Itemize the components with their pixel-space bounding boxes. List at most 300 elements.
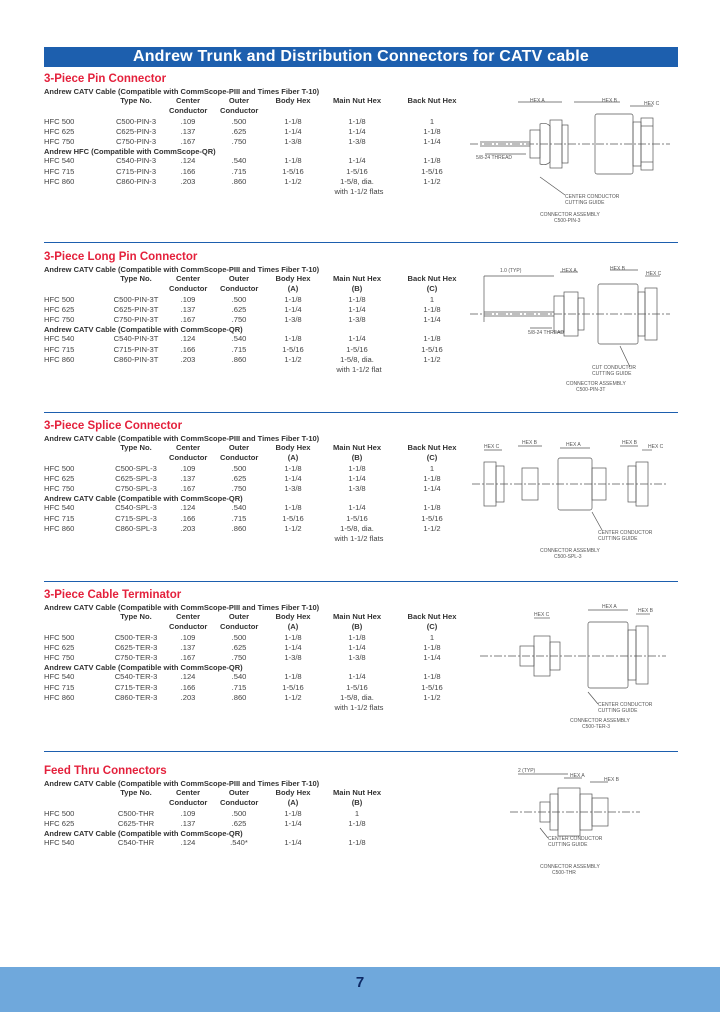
col-header-type: Type No. bbox=[120, 788, 152, 797]
table-cell: 1-3/8 bbox=[284, 653, 302, 663]
caption-type: C500-THR bbox=[552, 870, 576, 876]
label-hex-b-right: HEX B bbox=[622, 440, 638, 446]
table-cell: 1-1/8 bbox=[348, 818, 366, 828]
table-cell: 1-5/16 bbox=[346, 682, 368, 692]
col-header-conductor: Conductor bbox=[220, 284, 259, 294]
table-cell: HFC 540 bbox=[44, 334, 75, 344]
table-cell: 1-1/8 bbox=[348, 116, 366, 126]
table-cell: 1-1/4 bbox=[284, 838, 302, 848]
table-cell: 1-3/8 bbox=[348, 315, 366, 325]
table-cell: HFC 860 bbox=[44, 177, 75, 187]
col-header-type: Type No. bbox=[120, 274, 152, 283]
table-cell: C500-TER-3 bbox=[114, 632, 158, 642]
label-cutting-guide: CUTTING GUIDE bbox=[592, 371, 632, 377]
table-cell: 1-1/8 bbox=[348, 632, 366, 642]
table-cell: C715-TER-3 bbox=[114, 682, 158, 692]
group-heading: Andrew CATV Cable (Compatible with CommScope-PIII and Times Fiber T-10) bbox=[44, 87, 320, 96]
table-cell: .137 bbox=[180, 304, 196, 314]
table-cell: 1-1/8 bbox=[348, 294, 366, 304]
col-header-center: Center bbox=[175, 443, 201, 452]
table-cell: 1-1/4 bbox=[348, 304, 366, 314]
table-cell: 1-1/8 bbox=[423, 642, 441, 652]
table-cell: 1-1/4 bbox=[423, 484, 441, 494]
note: with 1-1/2 flat bbox=[336, 365, 382, 375]
table-cell: 1-1/2 bbox=[284, 177, 302, 187]
splice-connector-diagram bbox=[470, 432, 670, 572]
col-header-back-nut: Back Nut Hex bbox=[407, 612, 457, 621]
col-header-a: (A) bbox=[287, 622, 299, 632]
table-cell: 1-1/4 bbox=[284, 642, 302, 652]
label-hex-a: HEX A bbox=[570, 773, 585, 779]
col-header-b: (B) bbox=[351, 798, 363, 808]
label-hex-b: HEX B bbox=[602, 98, 618, 104]
table-cell: HFC 860 bbox=[44, 355, 75, 365]
table-cell: .625 bbox=[231, 126, 247, 136]
label-cutting-guide: CUTTING GUIDE bbox=[565, 200, 605, 206]
table-cell: .109 bbox=[180, 116, 196, 126]
col-header-conductor: Conductor bbox=[220, 798, 259, 808]
table-cell: .540 bbox=[231, 672, 247, 682]
long-pin-connector-diagram bbox=[470, 262, 670, 402]
table-cell: 1-3/8 bbox=[284, 484, 302, 494]
table-cell: .124 bbox=[180, 156, 196, 166]
table-cell: C540-PIN-3 bbox=[115, 156, 157, 166]
table-cell: 1-5/16 bbox=[282, 513, 304, 523]
table-cell: C860-PIN-3T bbox=[113, 355, 159, 365]
table-cell: .166 bbox=[180, 166, 196, 176]
table-cell: C625-SPL-3 bbox=[115, 473, 157, 483]
col-header-main-nut: Main Nut Hex bbox=[332, 96, 382, 105]
table-cell: 1-1/8 bbox=[423, 473, 441, 483]
col-header-conductor: Conductor bbox=[169, 453, 208, 463]
table-cell: 1-3/8 bbox=[348, 137, 366, 147]
table-cell: 1-1/8 bbox=[284, 672, 302, 682]
col-header-b: (B) bbox=[351, 453, 363, 463]
table-cell: .625 bbox=[231, 304, 247, 314]
table-cell: 1-1/4 bbox=[348, 126, 366, 136]
group-heading: Andrew HFC (Compatible with CommScope-QR) bbox=[44, 147, 216, 157]
table-cell: 1-1/4 bbox=[348, 334, 366, 344]
table-cell: 1-5/16 bbox=[282, 682, 304, 692]
table-cell: 1-1/8 bbox=[423, 126, 441, 136]
table-cell: 1-5/8, dia. bbox=[340, 355, 374, 365]
table-cell: HFC 540 bbox=[44, 156, 75, 166]
col-header-a: (A) bbox=[287, 453, 299, 463]
table-cell: C750-TER-3 bbox=[114, 653, 158, 663]
table-cell: 1-3/8 bbox=[284, 315, 302, 325]
col-header-c: (C) bbox=[426, 453, 438, 463]
table-cell: HFC 540 bbox=[44, 672, 75, 682]
caption-assembly: CONNECTOR ASSEMBLY bbox=[540, 548, 600, 554]
table-cell: 1-1/8 bbox=[423, 156, 441, 166]
table-cell: HFC 625 bbox=[44, 818, 75, 828]
table-cell: .625 bbox=[231, 642, 247, 652]
table-cell: HFC 750 bbox=[44, 484, 75, 494]
table-cell: 1-1/4 bbox=[423, 315, 441, 325]
table-cell: HFC 715 bbox=[44, 344, 75, 354]
table-cell: 1-1/8 bbox=[284, 808, 302, 818]
table-cell: .166 bbox=[180, 513, 196, 523]
table-cell: .540 bbox=[231, 503, 247, 513]
table-cell: .540 bbox=[231, 334, 247, 344]
col-header-outer: Outer bbox=[228, 612, 250, 621]
table-cell: .715 bbox=[231, 344, 247, 354]
table-cell: 1-5/16 bbox=[346, 344, 368, 354]
table-cell: .750 bbox=[231, 315, 247, 325]
table-cell: .167 bbox=[180, 137, 196, 147]
col-header-main-nut: Main Nut Hex bbox=[332, 274, 382, 283]
table-cell: 1-1/4 bbox=[348, 672, 366, 682]
col-header-outer: Outer bbox=[228, 96, 250, 105]
table-cell: HFC 540 bbox=[44, 503, 75, 513]
table-cell: 1-1/8 bbox=[284, 334, 302, 344]
col-header-type: Type No. bbox=[120, 443, 152, 452]
col-header-type: Type No. bbox=[120, 612, 152, 621]
table-cell: 1 bbox=[429, 463, 435, 473]
table-cell: .715 bbox=[231, 166, 247, 176]
table-cell: .124 bbox=[180, 503, 196, 513]
col-header-main-nut: Main Nut Hex bbox=[332, 612, 382, 621]
label-hex-c: HEX C bbox=[646, 271, 662, 277]
table-cell: C750-PIN-3T bbox=[113, 315, 159, 325]
table-cell: .167 bbox=[180, 484, 196, 494]
table-cell: C540-TER-3 bbox=[114, 672, 158, 682]
page-banner: Andrew Trunk and Distribution Connectors for CATV cable bbox=[44, 47, 678, 67]
table-cell: C625-PIN-3T bbox=[113, 304, 159, 314]
group-heading: Andrew CATV Cable (Compatible with CommScope-PIII and Times Fiber T-10) bbox=[44, 434, 320, 443]
table-cell: 1-5/16 bbox=[282, 344, 304, 354]
table-cell: 1-5/8, dia. bbox=[340, 177, 374, 187]
table-cell: HFC 625 bbox=[44, 642, 75, 652]
table-cell: C500-PIN-3 bbox=[115, 116, 157, 126]
table-cell: HFC 500 bbox=[44, 294, 75, 304]
col-header-body-hex: Body Hex bbox=[275, 612, 311, 621]
table-cell: 1-3/8 bbox=[348, 484, 366, 494]
label-hex-a: HEX A bbox=[566, 442, 581, 448]
group-heading: Andrew CATV Cable (Compatible with CommScope-PIII and Times Fiber T-10) bbox=[44, 603, 320, 612]
col-header-a: (A) bbox=[287, 284, 299, 294]
caption-assembly: CONNECTOR ASSEMBLY bbox=[570, 718, 630, 724]
col-header-conductor: Conductor bbox=[220, 622, 259, 632]
table-cell: 1-3/8 bbox=[348, 653, 366, 663]
table-cell: .500 bbox=[231, 808, 247, 818]
table-cell: .109 bbox=[180, 463, 196, 473]
table-cell: HFC 500 bbox=[44, 116, 75, 126]
table-cell: 1-1/4 bbox=[284, 304, 302, 314]
section-divider bbox=[44, 412, 678, 413]
table-cell: HFC 750 bbox=[44, 137, 75, 147]
table-cell: .137 bbox=[180, 642, 196, 652]
section-title: 3-Piece Long Pin Connector bbox=[44, 251, 198, 263]
table-cell: .500 bbox=[231, 294, 247, 304]
table-cell: C540-SPL-3 bbox=[115, 503, 157, 513]
table-cell: 1-1/2 bbox=[423, 524, 441, 534]
table-cell: 1-1/2 bbox=[284, 355, 302, 365]
col-header-conductor: Conductor bbox=[169, 284, 208, 294]
table-cell: HFC 750 bbox=[44, 653, 75, 663]
table-cell: HFC 500 bbox=[44, 808, 75, 818]
table-cell: .137 bbox=[180, 473, 196, 483]
table-cell: C500-THR bbox=[117, 808, 155, 818]
section-divider bbox=[44, 751, 678, 752]
col-header-outer: Outer bbox=[228, 443, 250, 452]
table-cell: .124 bbox=[180, 334, 196, 344]
feed-thru-diagram bbox=[500, 764, 650, 884]
table-cell: C715-PIN-3T bbox=[113, 344, 159, 354]
table-cell: .750 bbox=[231, 484, 247, 494]
table-cell: HFC 860 bbox=[44, 524, 75, 534]
table-cell: .715 bbox=[231, 682, 247, 692]
note: with 1-1/2 flats bbox=[334, 703, 384, 713]
table-cell: HFC 715 bbox=[44, 682, 75, 692]
table-cell: .109 bbox=[180, 808, 196, 818]
table-cell: 1-1/8 bbox=[284, 156, 302, 166]
label-hex-c: HEX C bbox=[644, 101, 660, 107]
table-cell: .750 bbox=[231, 653, 247, 663]
table-cell: 1-1/4 bbox=[348, 503, 366, 513]
label-hex-a: HEX A bbox=[562, 268, 577, 274]
table-cell: .109 bbox=[180, 294, 196, 304]
table-cell: C625-THR bbox=[117, 818, 155, 828]
table-cell: 1 bbox=[429, 116, 435, 126]
pin-connector-diagram bbox=[470, 92, 670, 232]
table-cell: 1-1/2 bbox=[284, 524, 302, 534]
table-cell: C715-SPL-3 bbox=[115, 513, 157, 523]
col-header-body-hex: Body Hex bbox=[275, 788, 311, 797]
table-cell: 1-1/8 bbox=[284, 632, 302, 642]
table-cell: .860 bbox=[231, 524, 247, 534]
group-heading: Andrew CATV Cable (Compatible with CommScope-QR) bbox=[44, 325, 243, 335]
table-cell: 1-1/8 bbox=[423, 304, 441, 314]
col-header-conductor: Conductor bbox=[220, 106, 259, 116]
caption-type: C500-SPL-3 bbox=[554, 554, 582, 560]
label-thread: 5/8-24 THREAD bbox=[528, 330, 565, 336]
table-cell: .167 bbox=[180, 315, 196, 325]
table-cell: 1-1/2 bbox=[284, 693, 302, 703]
label-hex-c: HEX C bbox=[534, 612, 550, 618]
table-cell: 1-1/4 bbox=[423, 653, 441, 663]
table-cell: .540 bbox=[231, 156, 247, 166]
table-cell: .124 bbox=[180, 838, 196, 848]
label-hex-b: HEX B bbox=[610, 266, 626, 272]
note: with 1-1/2 flats bbox=[334, 534, 384, 544]
group-heading: Andrew CATV Cable (Compatible with CommScope-PIII and Times Fiber T-10) bbox=[44, 779, 320, 788]
table-cell: 1-1/8 bbox=[423, 334, 441, 344]
col-header-body-hex: Body Hex bbox=[275, 443, 311, 452]
label-center-conductor: CENTER CONDUCTOR bbox=[598, 530, 653, 536]
label-hex-a: HEX A bbox=[602, 604, 617, 610]
table-cell: .750 bbox=[231, 137, 247, 147]
table-cell: HFC 625 bbox=[44, 304, 75, 314]
table-cell: 1-1/8 bbox=[423, 672, 441, 682]
col-header-center: Center bbox=[175, 612, 201, 621]
table-cell: .166 bbox=[180, 682, 196, 692]
label-dimension: 1.0 (TYP) bbox=[500, 268, 522, 274]
page-number: 7 bbox=[355, 974, 365, 991]
table-cell: C500-SPL-3 bbox=[115, 463, 157, 473]
label-cutting-guide: CUTTING GUIDE bbox=[598, 536, 638, 542]
caption-type: C500-PIN-3 bbox=[554, 218, 581, 224]
label-hex-c: HEX C bbox=[484, 444, 500, 450]
table-cell: C540-PIN-3T bbox=[113, 334, 159, 344]
label-cut-conductor: CUT CONDUCTOR bbox=[592, 365, 636, 371]
caption-type: C500-PIN-3T bbox=[576, 387, 606, 393]
col-header-body-hex: Body Hex bbox=[275, 96, 311, 105]
col-header-b: (B) bbox=[351, 284, 363, 294]
table-cell: 1-1/8 bbox=[284, 116, 302, 126]
table-cell: C540-THR bbox=[117, 838, 155, 848]
table-cell: C625-TER-3 bbox=[114, 642, 158, 652]
table-cell: 1-1/2 bbox=[423, 355, 441, 365]
table-cell: 1-5/16 bbox=[346, 166, 368, 176]
note: with 1-1/2 flats bbox=[334, 187, 384, 197]
table-cell: 1-5/16 bbox=[421, 513, 443, 523]
table-cell: .860 bbox=[231, 177, 247, 187]
table-cell: 1-1/4 bbox=[423, 137, 441, 147]
table-cell: 1-5/16 bbox=[421, 682, 443, 692]
table-cell: .203 bbox=[180, 524, 196, 534]
group-heading: Andrew CATV Cable (Compatible with CommScope-QR) bbox=[44, 829, 243, 839]
table-cell: 1-3/8 bbox=[284, 137, 302, 147]
table-cell: 1-1/2 bbox=[423, 177, 441, 187]
table-cell: HFC 625 bbox=[44, 126, 75, 136]
table-cell: HFC 750 bbox=[44, 315, 75, 325]
table-cell: 1-1/8 bbox=[348, 463, 366, 473]
col-header-b: (B) bbox=[351, 622, 363, 632]
group-heading: Andrew CATV Cable (Compatible with CommScope-QR) bbox=[44, 663, 243, 673]
table-cell: 1 bbox=[354, 808, 360, 818]
col-header-conductor: Conductor bbox=[169, 798, 208, 808]
table-cell: .203 bbox=[180, 693, 196, 703]
table-cell: HFC 625 bbox=[44, 473, 75, 483]
col-header-center: Center bbox=[175, 274, 201, 283]
section-title: 3-Piece Cable Terminator bbox=[44, 589, 182, 601]
table-cell: 1-5/16 bbox=[282, 166, 304, 176]
table-cell: .860 bbox=[231, 693, 247, 703]
table-cell: C750-SPL-3 bbox=[115, 484, 157, 494]
table-cell: HFC 500 bbox=[44, 632, 75, 642]
caption-assembly: CONNECTOR ASSEMBLY bbox=[540, 864, 600, 870]
col-header-type: Type No. bbox=[120, 96, 152, 105]
label-hex-b: HEX B bbox=[638, 608, 654, 614]
label-hex-c-right: HEX C bbox=[648, 444, 664, 450]
label-cutting-guide: CUTTING GUIDE bbox=[548, 842, 588, 848]
table-cell: 1-1/8 bbox=[284, 463, 302, 473]
table-cell: .540* bbox=[230, 838, 248, 848]
table-cell: .500 bbox=[231, 116, 247, 126]
label-center-conductor: CENTER CONDUCTOR bbox=[598, 702, 653, 708]
col-header-outer: Outer bbox=[228, 788, 250, 797]
table-cell: 1-1/8 bbox=[284, 503, 302, 513]
table-cell: .625 bbox=[231, 473, 247, 483]
table-cell: HFC 715 bbox=[44, 513, 75, 523]
caption-type: C500-TER-3 bbox=[582, 724, 611, 730]
table-cell: .166 bbox=[180, 344, 196, 354]
section-title: 3-Piece Pin Connector bbox=[44, 73, 167, 85]
table-cell: 1 bbox=[429, 294, 435, 304]
table-cell: C750-PIN-3 bbox=[115, 137, 157, 147]
table-cell: .137 bbox=[180, 818, 196, 828]
caption-assembly: CONNECTOR ASSEMBLY bbox=[566, 381, 626, 387]
label-hex-b: HEX B bbox=[604, 777, 620, 783]
col-header-back-nut: Back Nut Hex bbox=[407, 274, 457, 283]
section-title: Feed Thru Connectors bbox=[44, 765, 167, 777]
section-divider bbox=[44, 242, 678, 243]
table-cell: 1-1/4 bbox=[284, 473, 302, 483]
table-cell: C860-SPL-3 bbox=[115, 524, 157, 534]
table-cell: HFC 540 bbox=[44, 838, 75, 848]
table-cell: 1-5/8, dia. bbox=[340, 524, 374, 534]
table-cell: 1-5/16 bbox=[421, 166, 443, 176]
table-cell: C500-PIN-3T bbox=[113, 294, 159, 304]
col-header-main-nut: Main Nut Hex bbox=[332, 443, 382, 452]
caption-assembly: CONNECTOR ASSEMBLY bbox=[540, 212, 600, 218]
table-cell: 1-1/4 bbox=[348, 156, 366, 166]
col-header-center: Center bbox=[175, 96, 201, 105]
table-cell: 1-1/8 bbox=[423, 503, 441, 513]
table-cell: HFC 500 bbox=[44, 463, 75, 473]
table-cell: .715 bbox=[231, 513, 247, 523]
table-cell: .500 bbox=[231, 632, 247, 642]
table-cell: 1-1/4 bbox=[348, 642, 366, 652]
table-cell: 1-1/2 bbox=[423, 693, 441, 703]
col-header-outer: Outer bbox=[228, 274, 250, 283]
table-cell: 1-5/8, dia. bbox=[340, 693, 374, 703]
col-header-c: (C) bbox=[426, 622, 438, 632]
label-dimension: 2 (TYP) bbox=[518, 768, 536, 774]
group-heading: Andrew CATV Cable (Compatible with CommScope-PIII and Times Fiber T-10) bbox=[44, 265, 320, 274]
table-cell: .167 bbox=[180, 653, 196, 663]
table-cell: .124 bbox=[180, 672, 196, 682]
col-header-body-hex: Body Hex bbox=[275, 274, 311, 283]
label-center-conductor: CENTER CONDUCTOR bbox=[565, 194, 620, 200]
section-title: 3-Piece Splice Connector bbox=[44, 420, 183, 432]
table-cell: C625-PIN-3 bbox=[115, 126, 157, 136]
cable-terminator-diagram bbox=[470, 600, 670, 740]
col-header-conductor: Conductor bbox=[169, 106, 208, 116]
table-cell: HFC 860 bbox=[44, 693, 75, 703]
col-header-a: (A) bbox=[287, 798, 299, 808]
table-cell: C860-PIN-3 bbox=[115, 177, 157, 187]
table-cell: .625 bbox=[231, 818, 247, 828]
table-cell: .203 bbox=[180, 177, 196, 187]
table-cell: .500 bbox=[231, 463, 247, 473]
table-cell: .137 bbox=[180, 126, 196, 136]
col-header-c: (C) bbox=[426, 284, 438, 294]
col-header-conductor: Conductor bbox=[169, 622, 208, 632]
table-cell: C715-PIN-3 bbox=[115, 166, 157, 176]
label-thread: 5/8-24 THREAD bbox=[476, 155, 513, 161]
section-divider bbox=[44, 581, 678, 582]
table-cell: 1-5/16 bbox=[421, 344, 443, 354]
col-header-back-nut: Back Nut Hex bbox=[407, 96, 457, 105]
table-cell: .203 bbox=[180, 355, 196, 365]
col-header-main-nut: Main Nut Hex bbox=[332, 788, 382, 797]
table-cell: .860 bbox=[231, 355, 247, 365]
table-cell: HFC 715 bbox=[44, 166, 75, 176]
table-cell: 1 bbox=[429, 632, 435, 642]
group-heading: Andrew CATV Cable (Compatible with CommScope-QR) bbox=[44, 494, 243, 504]
table-cell: 1-1/8 bbox=[348, 838, 366, 848]
label-cutting-guide: CUTTING GUIDE bbox=[598, 708, 638, 714]
table-cell: .109 bbox=[180, 632, 196, 642]
table-cell: C860-TER-3 bbox=[114, 693, 158, 703]
table-cell: 1-1/8 bbox=[284, 294, 302, 304]
table-cell: 1-1/4 bbox=[284, 818, 302, 828]
label-center-conductor: CENTER CONDUCTOR bbox=[548, 836, 603, 842]
col-header-back-nut: Back Nut Hex bbox=[407, 443, 457, 452]
col-header-conductor: Conductor bbox=[220, 453, 259, 463]
